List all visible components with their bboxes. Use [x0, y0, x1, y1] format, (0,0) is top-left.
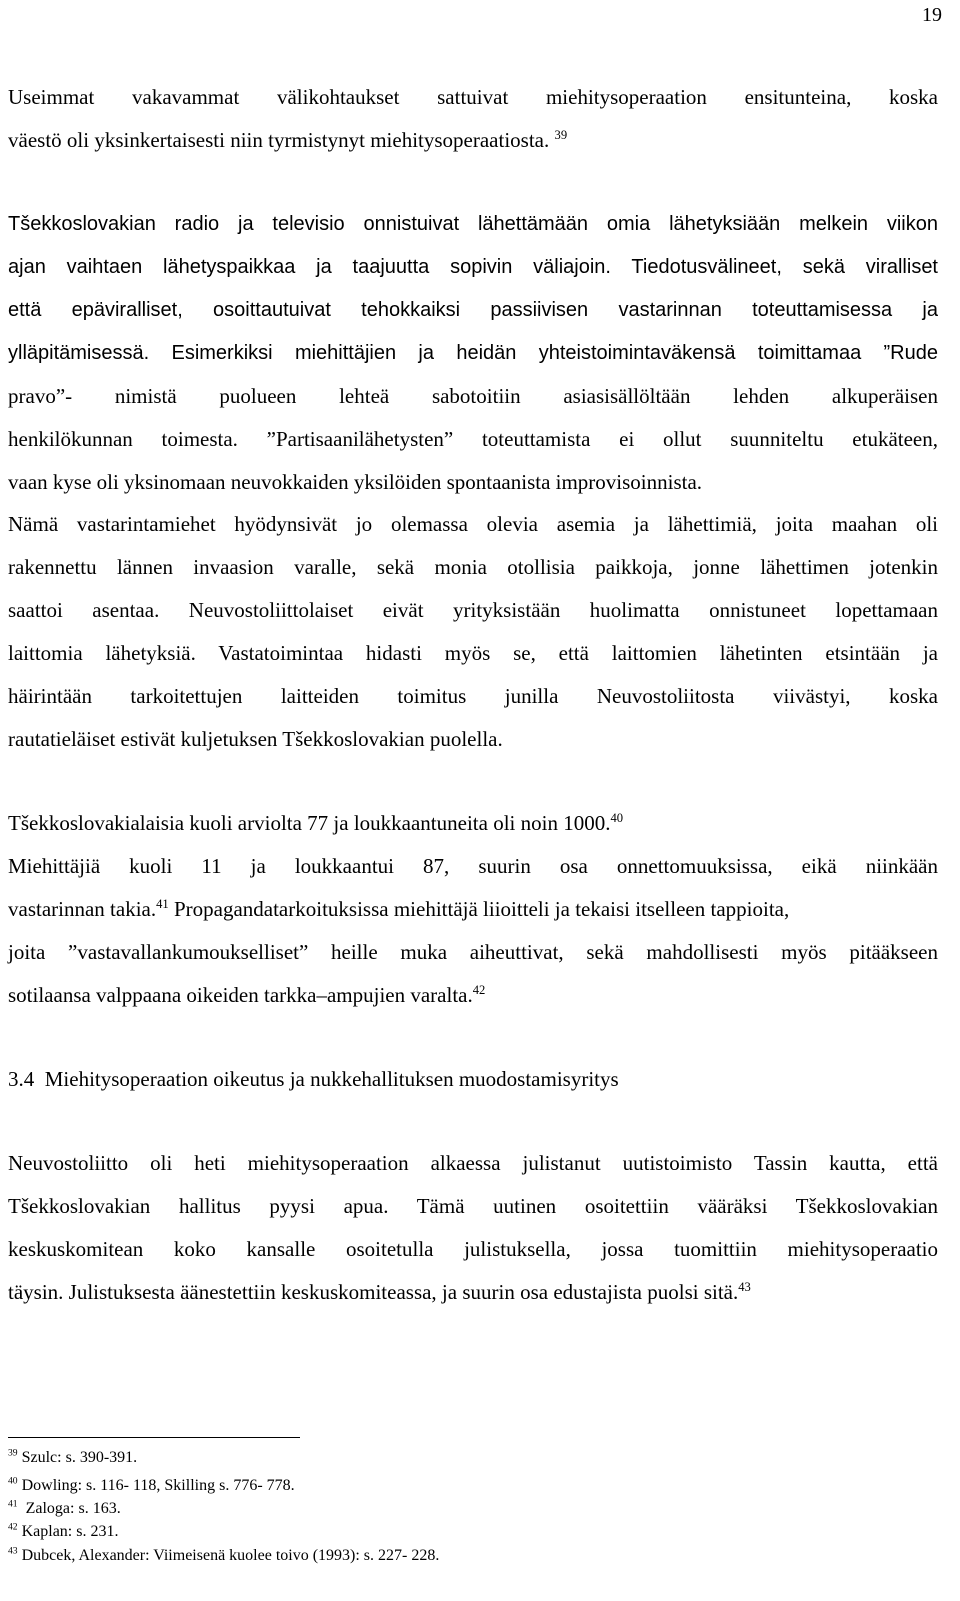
footnote-ref-42: 42	[472, 983, 486, 997]
paragraph-4-line-3: keskuskomitean koko kansalle osoitetulla julistuksella, jossa tuomittiin miehitysoperaatio	[8, 1237, 938, 1261]
section-heading: 3.4 Miehitysoperaation oikeutus ja nukkehallituksen muodostamisyritys	[8, 1067, 619, 1091]
paragraph-4-line-2: Tšekkoslovakian hallitus pyysi apua. Tämä uutinen osoitettiin vääräksi Tšekkoslovakian	[8, 1194, 938, 1218]
footnote-text: Zaloga: s. 163.	[17, 1500, 121, 1517]
footnote-text: Dowling: s. 116- 118, Skilling s. 776- 778.	[17, 1477, 295, 1494]
footnote-43	[8, 1546, 439, 1566]
paragraph-3-line-1-text: Tšekkoslovakialaisia kuoli arviolta 77 ja loukkaantuneita oli noin 1000.	[8, 811, 611, 835]
footnote-ref-39: 39	[554, 128, 568, 142]
footnote-number: 39	[8, 1447, 18, 1459]
paragraph-3-line-4: joita ”vastavallankumoukselliset” heille muka aiheuttivat, sekä mahdollisesti myös pitääkseen	[8, 940, 938, 964]
footnote-41	[8, 1499, 121, 1519]
paragraph-1-line-2-text: väestö oli yksinkertaisesti niin tyrmistynyt miehitysoperaatiosta.	[8, 128, 550, 152]
footnote-ref-43: 43	[738, 1280, 751, 1294]
paragraph-4-line-4	[8, 1279, 938, 1305]
footnote-number: 40	[8, 1475, 18, 1487]
footnote-text: Dubcek, Alexander: Viimeisenä kuolee toivo (1993): s. 227- 228.	[17, 1547, 440, 1564]
paragraph-2-line-7: vaan kyse oli yksinomaan neuvokkaiden yksilöiden spontaanista improvisoinnista.	[8, 470, 703, 494]
paragraph-2-line-9: rakennettu lännen invaasion varalle, sekä monia otollisia paikkoja, jonne lähettimen jotenkin	[8, 555, 938, 579]
paragraph-3-line-3b: Propagandatarkoituksissa miehittäjä liioitteli ja tekaisi itselleen tappioita,	[168, 897, 790, 921]
footnote-ref-41: 41	[156, 897, 169, 911]
paragraph-2-line-12: häirintään tarkoitettujen laitteiden toimitus junilla Neuvostoliitosta viivästyi, koska	[8, 684, 938, 708]
paragraph-2-line-5: pravo”- nimistä puolueen lehteä sabotoitiin asiasisällöltään lehden alkuperäisen	[8, 384, 938, 408]
paragraph-3-line-5	[8, 982, 938, 1008]
page-number: 19	[922, 4, 942, 26]
paragraph-4-line-1: Neuvostoliitto oli heti miehitysoperaation alkaessa julistanut uutistoimisto Tassin kautta, että	[8, 1151, 938, 1175]
paragraph-1-line-1: Useimmat vakavammat välikohtaukset sattuivat miehitysoperaation ensitunteina, koska	[8, 85, 938, 109]
paragraph-2-line-11: laittomia lähetyksiä. Vastatoimintaa hidasti myös se, että laittomien lähetinten etsintään ja	[8, 641, 938, 665]
footnote-40	[8, 1476, 295, 1496]
paragraph-3-line-5-text: sotilaansa valppaana oikeiden tarkka–ampujien varalta.	[8, 983, 473, 1007]
paragraph-2-line-4: ylläpitämisessä. Esimerkiksi miehittäjien ja heidän yhteistoimintaväkensä toimittamaa ”Rude	[8, 342, 938, 364]
paragraph-2-line-6: henkilökunnan toimesta. ”Partisaanilähetysten” toteuttamista ei ollut suunniteltu etukäteen,	[8, 427, 938, 451]
paragraph-3-line-2: Miehittäjiä kuoli 11 ja loukkaantui 87, suurin osa onnettomuuksissa, eikä niinkään	[8, 854, 938, 878]
paragraph-4-line-4-text: täysin. Julistuksesta äänestettiin keskuskomiteassa, ja suurin osa edustajista puolsi sitä.	[8, 1280, 739, 1304]
footnote-42	[8, 1522, 118, 1542]
paragraph-2-line-3: että epäviralliset, osoittautuivat tehokkaiksi passiivisen vastarinnan toteuttamisessa ja	[8, 299, 938, 321]
paragraph-2-line-2: ajan vaihtaen lähetyspaikkaa ja taajuutta sopivin väliajoin. Tiedotusvälineet, sekä viralliset	[8, 256, 938, 278]
paragraph-1-line-2	[8, 127, 938, 153]
paragraph-2-line-10: saattoi asentaa. Neuvostoliittolaiset eivät yrityksistään huolimatta onnistuneet lopettamaan	[8, 598, 938, 622]
footnote-ref-40: 40	[610, 811, 624, 825]
paragraph-3-line-3a: vastarinnan takia.	[8, 897, 157, 921]
footnote-text: Szulc: s. 390-391.	[17, 1449, 138, 1466]
footnote-text: Kaplan: s. 231.	[17, 1523, 119, 1540]
footnote-39	[8, 1448, 137, 1468]
footnote-number: 43	[8, 1545, 18, 1557]
paragraph-2-line-1: Tšekkoslovakian radio ja televisio onnistuivat lähettämään omia lähetyksiään melkein viikon	[8, 213, 938, 235]
footnote-number: 41	[8, 1498, 18, 1510]
paragraph-3-line-1	[8, 810, 938, 836]
footnote-number: 42	[8, 1521, 18, 1533]
paragraph-3-line-3	[8, 896, 938, 922]
footnote-separator	[8, 1437, 300, 1438]
paragraph-2-line-13: rautatieläiset estivät kuljetuksen Tšekkoslovakian puolella.	[8, 727, 503, 751]
paragraph-2-line-8: Nämä vastarintamiehet hyödynsivät jo olemassa olevia asemia ja lähettimiä, joita maahan oli	[8, 512, 938, 536]
